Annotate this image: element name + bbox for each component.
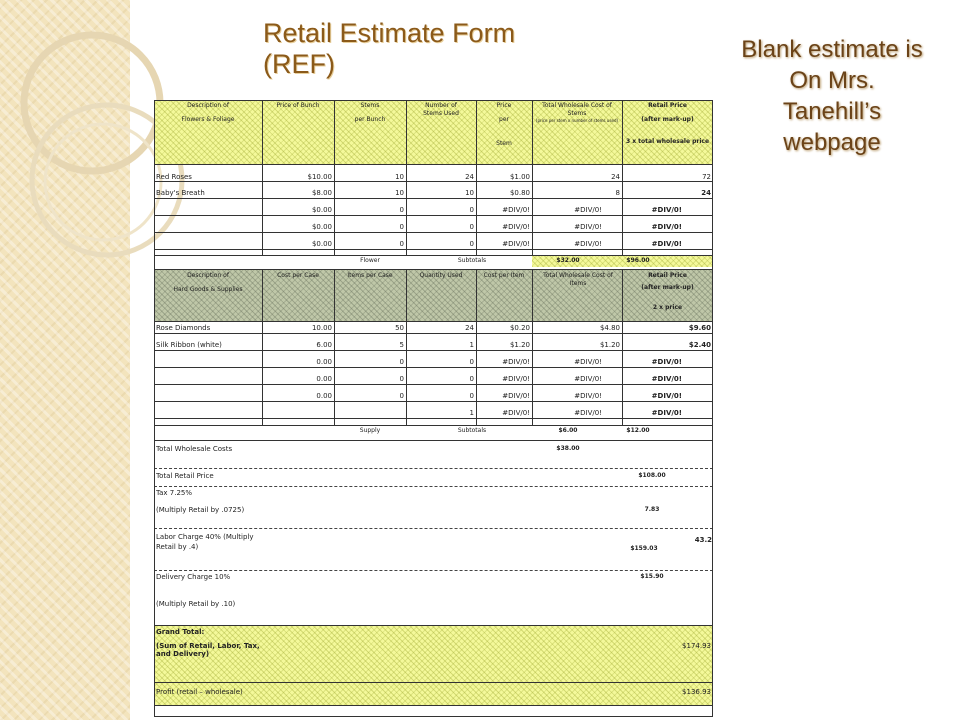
grid-line bbox=[476, 100, 477, 255]
grid-line bbox=[262, 269, 263, 425]
labor-label2: Retail by .4) bbox=[156, 543, 199, 551]
grid-dash bbox=[154, 468, 713, 469]
flower-row3-used: 0 bbox=[469, 206, 474, 214]
flower-row1-total: 24 bbox=[611, 173, 620, 181]
flower-row2-per: $0.80 bbox=[509, 189, 530, 197]
labor-value: $159.03 bbox=[630, 545, 658, 552]
flower-header-col3: Stems per Bunch bbox=[354, 102, 386, 123]
tax-label2: (Multiply Retail by .0725) bbox=[156, 506, 245, 514]
grid-line bbox=[154, 716, 713, 717]
grid-line bbox=[154, 100, 713, 101]
flower-row4-used: 0 bbox=[469, 223, 474, 231]
flower-row4-total: #DIV/0! bbox=[574, 223, 602, 231]
flower-row3-price: $0.00 bbox=[311, 206, 332, 214]
supply-row3-per: #DIV/0! bbox=[502, 358, 530, 366]
supply-row1-cost: 10.00 bbox=[311, 324, 332, 332]
grid-line bbox=[622, 269, 623, 425]
delivery-label2: (Multiply Retail by .10) bbox=[156, 600, 236, 608]
flower-row2-desc: Baby's Breath bbox=[156, 189, 205, 197]
supply-row1-retail: $9.60 bbox=[688, 324, 711, 332]
grid-dash bbox=[154, 570, 713, 571]
flower-row5-retail: #DIV/0! bbox=[651, 240, 682, 248]
flower-row5-used: 0 bbox=[469, 240, 474, 248]
supply-row4-total: #DIV/0! bbox=[574, 375, 602, 383]
grand-total-label2: (Sum of Retail, Labor, Tax, and Delivery) bbox=[156, 642, 260, 658]
flower-row1-price: $10.00 bbox=[307, 173, 332, 181]
grid-line bbox=[154, 321, 713, 322]
grid-line bbox=[334, 100, 335, 255]
flower-row1-used: 24 bbox=[465, 173, 474, 181]
flower-row3-per: #DIV/0! bbox=[502, 206, 530, 214]
supply-row1-qty: 24 bbox=[465, 324, 474, 332]
supply-row2-total: $1.20 bbox=[599, 341, 620, 349]
note-line4: webpage bbox=[783, 129, 881, 156]
note-line1: Blank estimate is bbox=[741, 36, 923, 63]
supply-row3-items: 0 bbox=[399, 358, 404, 366]
wholesale-costs-label: Total Wholesale Costs bbox=[156, 445, 233, 453]
grid-line bbox=[622, 100, 623, 255]
supply-header-col1: Description of Hard Goods & Supplies bbox=[173, 272, 243, 293]
flower-row1-desc: Red Roses bbox=[156, 173, 192, 181]
slide-title-line1: Retail Estimate Form bbox=[263, 18, 516, 48]
flower-header-col6: Total Wholesale Cost of Stems (price per stem x number of stems used) bbox=[535, 102, 619, 123]
supply-row5-per: #DIV/0! bbox=[502, 392, 530, 400]
supply-subtotal-label2: Subtotals bbox=[457, 427, 487, 434]
supply-header-col7: Retail Price (after mark-up) 2 x price bbox=[641, 272, 694, 311]
flower-header-col7: Retail Price (after mark-up) 3 x total wholesale price bbox=[625, 102, 710, 145]
supply-row4-per: #DIV/0! bbox=[502, 375, 530, 383]
grid-line bbox=[154, 215, 713, 216]
note-line2: On Mrs. bbox=[789, 67, 875, 94]
supply-row5-qty: 0 bbox=[469, 392, 474, 400]
flower-row2-stems: 10 bbox=[395, 189, 404, 197]
supply-row3-retail: #DIV/0! bbox=[651, 358, 682, 366]
grid-line bbox=[154, 198, 713, 199]
supply-row6-qty: 1 bbox=[469, 409, 474, 417]
wholesale-costs-value: $38.00 bbox=[556, 445, 580, 452]
grid-line bbox=[476, 269, 477, 425]
slide-title bbox=[263, 18, 563, 80]
grid-line bbox=[154, 401, 713, 402]
grid-line bbox=[154, 384, 713, 385]
grid-line bbox=[154, 682, 713, 683]
supply-row3-total: #DIV/0! bbox=[574, 358, 602, 366]
estimate-spreadsheet bbox=[154, 100, 713, 717]
labor-label1: Labor Charge 40% (Multiply bbox=[156, 533, 254, 541]
slide-title-line2: (REF) bbox=[263, 49, 335, 79]
supply-subtotal-total: $6.00 bbox=[558, 427, 578, 434]
grid-line bbox=[406, 269, 407, 425]
supply-row1-items: 50 bbox=[395, 324, 404, 332]
supply-header-col3: Items per Case bbox=[347, 272, 393, 279]
supply-row5-items: 0 bbox=[399, 392, 404, 400]
note-line3: Tanehill’s bbox=[782, 98, 882, 125]
flower-header-col4: Number of Stems Used bbox=[423, 102, 459, 117]
flower-subtotal-label2: Subtotals bbox=[457, 257, 487, 264]
flower-row5-stems: 0 bbox=[399, 240, 404, 248]
flower-row1-retail: 72 bbox=[702, 173, 711, 181]
flower-row2-total: 8 bbox=[615, 189, 620, 197]
flower-header-col1: Description of Flowers & Foliage bbox=[181, 102, 235, 123]
delivery-value: $15.90 bbox=[640, 573, 664, 580]
grid-line bbox=[532, 269, 533, 425]
grid-line bbox=[334, 269, 335, 425]
labor-value-right: 43.2 bbox=[694, 536, 712, 544]
supply-row3-cost: 0.00 bbox=[316, 358, 332, 366]
grid-line bbox=[154, 367, 713, 368]
grid-line bbox=[154, 164, 713, 165]
flower-row1-stems: 10 bbox=[395, 173, 404, 181]
supply-row5-retail: #DIV/0! bbox=[651, 392, 682, 400]
supply-row6-retail: #DIV/0! bbox=[651, 409, 682, 417]
flower-row3-stems: 0 bbox=[399, 206, 404, 214]
grid-line bbox=[532, 100, 533, 255]
grid-line bbox=[154, 181, 713, 182]
supply-row3-qty: 0 bbox=[469, 358, 474, 366]
grid-dash bbox=[154, 486, 713, 487]
flower-row4-price: $0.00 bbox=[311, 223, 332, 231]
retail-price-label: Total Retail Price bbox=[156, 472, 214, 480]
grand-total-value: $174.93 bbox=[682, 642, 711, 650]
flower-header-col5: Price per Stem bbox=[496, 102, 512, 147]
grid-line bbox=[262, 100, 263, 255]
grid-line bbox=[154, 100, 155, 717]
grid-line bbox=[154, 249, 713, 250]
grid-line bbox=[154, 232, 713, 233]
flower-row2-used: 10 bbox=[465, 189, 474, 197]
grid-line bbox=[154, 350, 713, 351]
delivery-label1: Delivery Charge 10% bbox=[156, 573, 231, 581]
blank-estimate-note bbox=[712, 34, 952, 158]
supply-row4-cost: 0.00 bbox=[316, 375, 332, 383]
supply-row1-per: $0.20 bbox=[509, 324, 530, 332]
tax-value: 7.83 bbox=[644, 506, 660, 513]
grand-total-label1: Grand Total: bbox=[156, 628, 205, 636]
supply-row6-per: #DIV/0! bbox=[502, 409, 530, 417]
supply-header-col2: Cost per Case bbox=[277, 272, 319, 279]
flower-subtotal-total: $32.00 bbox=[556, 257, 580, 264]
grid-line bbox=[154, 625, 713, 626]
grid-line bbox=[154, 333, 713, 334]
supply-row2-qty: 1 bbox=[469, 341, 474, 349]
supply-header-col6: Total Wholesale Cost of Items bbox=[543, 272, 613, 287]
flower-row3-retail: #DIV/0! bbox=[651, 206, 682, 214]
supply-row6-total: #DIV/0! bbox=[574, 409, 602, 417]
supply-row4-qty: 0 bbox=[469, 375, 474, 383]
supply-row2-items: 5 bbox=[399, 341, 404, 349]
flower-subtotal-label1: Flower bbox=[360, 257, 380, 264]
flower-row4-per: #DIV/0! bbox=[502, 223, 530, 231]
supply-row4-retail: #DIV/0! bbox=[651, 375, 682, 383]
flower-row3-total: #DIV/0! bbox=[574, 206, 602, 214]
tax-label1: Tax 7.25% bbox=[156, 489, 193, 497]
retail-price-value: $108.00 bbox=[638, 472, 666, 479]
supply-row5-cost: 0.00 bbox=[316, 392, 332, 400]
flower-row1-per: $1.00 bbox=[509, 173, 530, 181]
supply-row1-desc: Rose Diamonds bbox=[156, 324, 211, 332]
profit-label: Profit (retail – wholesale) bbox=[156, 688, 243, 696]
supply-row2-desc: Silk Ribbon (white) bbox=[156, 341, 222, 349]
grid-line bbox=[154, 705, 713, 706]
supply-row2-per: $1.20 bbox=[509, 341, 530, 349]
supply-row2-retail: $2.40 bbox=[688, 341, 711, 349]
flower-row4-retail: #DIV/0! bbox=[651, 223, 682, 231]
flower-subtotal-retail: $96.00 bbox=[626, 257, 650, 264]
profit-value: $136.93 bbox=[682, 688, 711, 696]
grid-line bbox=[154, 269, 713, 270]
supply-row2-cost: 6.00 bbox=[316, 341, 332, 349]
grid-line bbox=[154, 255, 713, 256]
supply-subtotal-retail: $12.00 bbox=[626, 427, 650, 434]
grid-dash bbox=[154, 528, 713, 529]
supply-header-col4: Quantity Used bbox=[419, 272, 463, 279]
flower-row2-price: $8.00 bbox=[311, 189, 332, 197]
grid-line bbox=[154, 425, 713, 426]
supply-subtotal-label1: Supply bbox=[359, 427, 381, 434]
flower-row2-retail: 24 bbox=[701, 189, 711, 197]
flower-row4-stems: 0 bbox=[399, 223, 404, 231]
supply-row4-items: 0 bbox=[399, 375, 404, 383]
flower-row5-per: #DIV/0! bbox=[502, 240, 530, 248]
flower-header-col2: Price of Bunch bbox=[276, 102, 320, 109]
flower-row5-price: $0.00 bbox=[311, 240, 332, 248]
supply-row1-total: $4.80 bbox=[599, 324, 620, 332]
supply-row5-total: #DIV/0! bbox=[574, 392, 602, 400]
grid-line bbox=[712, 100, 713, 717]
grid-line bbox=[154, 418, 713, 419]
flower-row5-total: #DIV/0! bbox=[574, 240, 602, 248]
grid-line bbox=[154, 440, 713, 441]
supply-header-col5: Cost per Item bbox=[483, 272, 525, 279]
grid-line bbox=[406, 100, 407, 255]
